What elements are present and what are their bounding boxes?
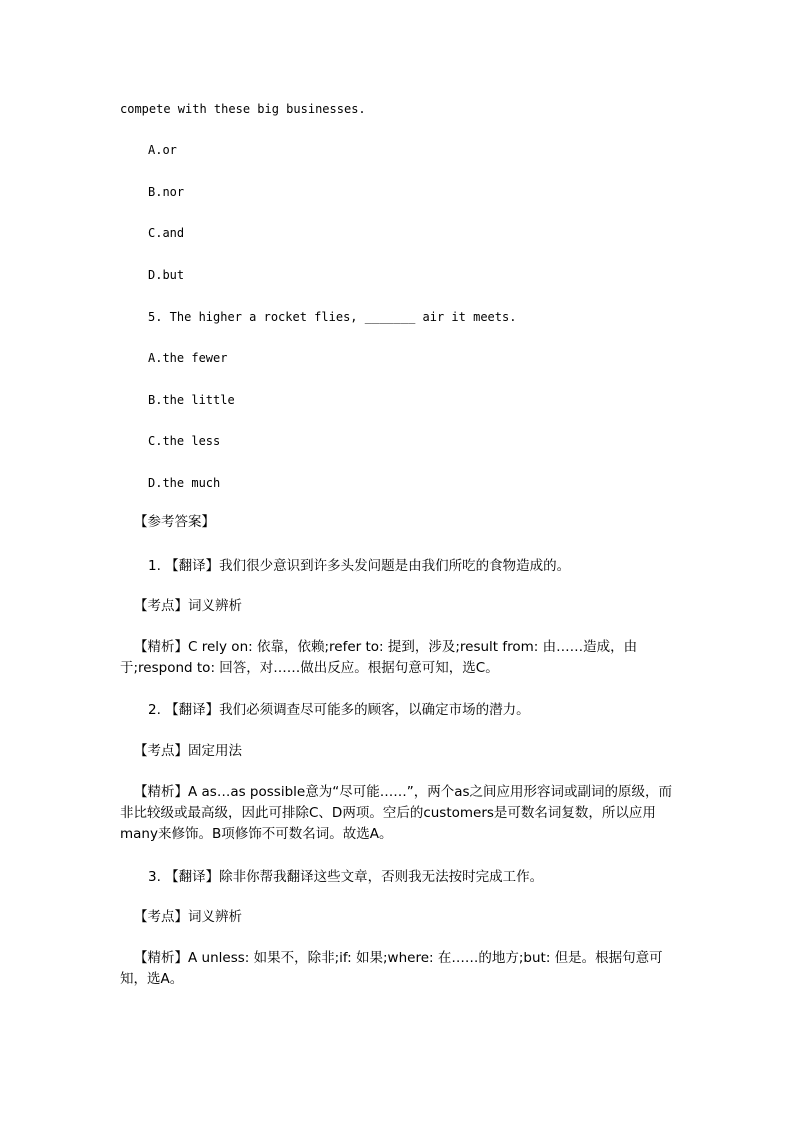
option-a: A.the fewer xyxy=(148,351,228,365)
answer-3-analysis: 【精析】A unless: 如果不，除非;if: 如果;where: 在……的地方;but: 但是。根据句意可知，选A。 xyxy=(120,950,663,987)
answer-3-point: 【考点】词义辨析 xyxy=(134,909,242,925)
option-b: B.nor xyxy=(148,185,185,199)
answer-2-translation: 2. 【翻译】我们必须调查尽可能多的顾客，以确定市场的潜力。 xyxy=(148,702,530,718)
option-d: D.the much xyxy=(148,476,221,490)
answer-1-analysis: 【精析】C rely on: 依靠，依赖;refer to: 提到，涉及;result from: 由……造成，由于;respond to: 回答，对……做出反应。根据句意可知，选C。 xyxy=(120,639,638,676)
option-b: B.the little xyxy=(148,393,235,407)
answer-3-translation: 3. 【翻译】除非你帮我翻译这些文章，否则我无法按时完成工作。 xyxy=(148,869,544,885)
option-d: D.but xyxy=(148,268,185,282)
question-5-stem: 5. The higher a rocket flies, _______ air it meets. xyxy=(148,310,517,324)
reference-answer-heading: 【参考答案】 xyxy=(134,514,215,530)
answer-2-analysis: 【精析】A as…as possible意为“尽可能……”，两个as之间应用形容词或副词的原级，而非比较级或最高级，因此可排除C、D两项。空后的customers是可数名词复数，所以应用many来修饰。B项修饰不可数名词。故选A。 xyxy=(120,784,672,842)
option-a: A.or xyxy=(148,143,177,157)
option-c: C.and xyxy=(148,226,185,240)
answer-1-translation: 1. 【翻译】我们很少意识到许多头发问题是由我们所吃的食物造成的。 xyxy=(148,558,571,574)
answer-2-point: 【考点】固定用法 xyxy=(134,743,242,759)
answer-1-point: 【考点】词义辨析 xyxy=(134,598,242,614)
option-c: C.the less xyxy=(148,434,221,448)
question-4-continuation: compete with these big businesses. xyxy=(120,102,366,116)
